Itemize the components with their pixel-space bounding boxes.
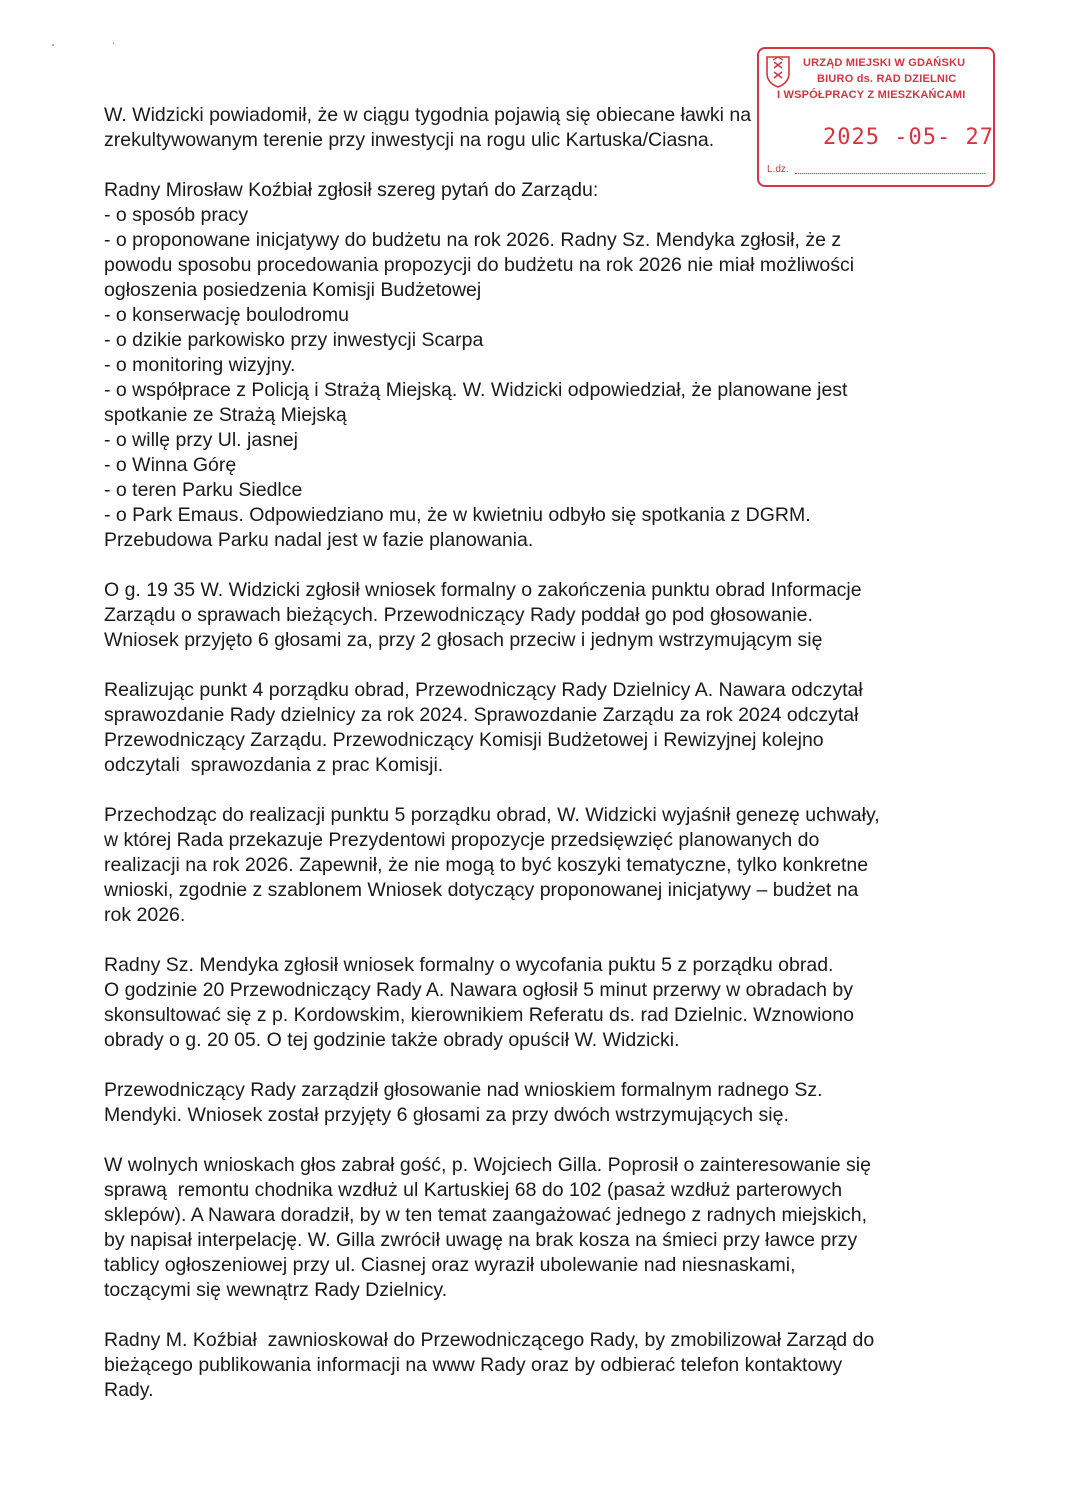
text-line: Przebudowa Parku nadal jest w fazie planowania. <box>104 529 534 551</box>
text-line: - o sposób pracy <box>104 204 249 226</box>
text-line: - o willę przy Ul. jasnej <box>104 429 298 451</box>
paragraph <box>104 1078 984 1128</box>
text-line: Wniosek przyjęto 6 głosami za, przy 2 głosach przeciw i jednym wstrzymującym się <box>104 629 823 651</box>
paragraph <box>104 103 984 153</box>
text-line: Przechodząc do realizacji punktu 5 porządku obrad, W. Widzicki wyjaśnił genezę uchwały, <box>104 804 880 826</box>
text-line: tablicy ogłoszeniowej przy ul. Ciasnej oraz wyraził ubolewanie nad niesnaskami, <box>104 1254 796 1276</box>
text-line: - o teren Parku Siedlce <box>104 479 303 501</box>
gdansk-coat-of-arms-icon <box>765 55 791 89</box>
paragraph <box>104 1328 984 1403</box>
text-line: ogłoszenia posiedzenia Komisji Budżetowej <box>104 279 482 301</box>
text-line: sprawą remontu chodnika wzdłuż ul Kartuskiej 68 do 102 (pasaż wzdłuż parterowych <box>104 1179 843 1201</box>
text-line: realizacji na rok 2026. Zapewnił, że nie mogą to być koszyki tematyczne, tylko konkretne <box>104 854 869 876</box>
text-line: Radny M. Koźbiał zawnioskował do Przewodniczącego Rady, by zmobilizował Zarząd do <box>104 1329 875 1351</box>
text-line: O godzinie 20 Przewodniczący Rady A. Nawara ogłosił 5 minut przerwy w obradach by <box>104 979 853 1001</box>
stamp-bureau-name-cont: I WSPÓŁPRACY Z MIESZKAŃCAMI <box>777 89 966 101</box>
scan-speck <box>113 42 114 45</box>
stamp-date: 2025 -05- 27 <box>823 125 994 150</box>
text-line: - o proponowane inicjatywy do budżetu na rok 2026. Radny Sz. Mendyka zgłosił, że z <box>104 229 842 251</box>
paragraph <box>104 1153 984 1303</box>
text-line: - o konserwację boulodromu <box>104 304 349 326</box>
paragraph <box>104 803 984 928</box>
text-line: Radny Sz. Mendyka zgłosił wniosek formalny o wycofania puktu 5 z porządku obrad. <box>104 954 834 976</box>
text-line: Rady. <box>104 1379 154 1401</box>
stamp-bureau-name: BIURO ds. RAD DZIELNIC <box>817 73 957 85</box>
text-line: sklepów). A Nawara doradził, by w ten temat zaangażować jednego z radnych miejskich, <box>104 1204 868 1226</box>
text-line: - o monitoring wizyjny. <box>104 354 296 376</box>
paragraph <box>104 578 984 653</box>
text-line: - o współprace z Policją i Strażą Miejską. W. Widzicki odpowiedział, że planowane jest <box>104 379 848 401</box>
text-line: by napisał interpelację. W. Gilla zwrócił uwagę na brak kosza na śmieci przy ławce przy <box>104 1229 858 1251</box>
paragraph <box>104 178 984 553</box>
document-body <box>104 103 984 1428</box>
text-line: sprawozdanie Rady dzielnicy za rok 2024. Sprawozdanie Zarządu za rok 2024 odczytał <box>104 704 859 726</box>
text-line: O g. 19 35 W. Widzicki zgłosił wniosek formalny o zakończenia punktu obrad Informacje <box>104 579 862 601</box>
text-line: - o Park Emaus. Odpowiedziano mu, że w kwietniu odbyło się spotkania z DGRM. <box>104 504 811 526</box>
text-line: Przewodniczący Rady zarządził głosowanie nad wnioskiem formalnym radnego Sz. <box>104 1079 823 1101</box>
text-line: wnioski, zgodnie z szablonem Wniosek dotyczący proponowanej inicjatywy – budżet na <box>104 879 859 901</box>
paragraph <box>104 953 984 1053</box>
text-line: w której Rada przekazuje Prezydentowi propozycje przedsięwzięć planowanych do <box>104 829 820 851</box>
text-line: - o Winna Górę <box>104 454 237 476</box>
text-line: odczytali sprawozdania z prac Komisji. <box>104 754 444 776</box>
text-line: skonsultować się z p. Kordowskim, kierownikiem Referatu ds. rad Dzielnic. Wznowiono <box>104 1004 854 1026</box>
text-line: - o dzikie parkowisko przy inwestycji Scarpa <box>104 329 484 351</box>
text-line: toczącymi się wewnątrz Rady Dzielnicy. <box>104 1279 448 1301</box>
text-line: Zarządu o sprawach bieżących. Przewodniczący Rady poddał go pod głosowanie. <box>104 604 813 626</box>
stamp-office-name: URZĄD MIEJSKI W GDAŃSKU <box>803 57 966 69</box>
text-line: Przewodniczący Zarządu. Przewodniczący Komisji Budżetowej i Rewizyjnej kolejno <box>104 729 824 751</box>
text-line: W wolnych wnioskach głos zabrał gość, p. Wojciech Gilla. Poprosił o zainteresowanie się <box>104 1154 871 1176</box>
stamp-ldz-label: L.dz. <box>767 164 789 175</box>
text-line: Mendyki. Wniosek został przyjęty 6 głosami za przy dwóch wstrzymujących się. <box>104 1104 789 1126</box>
text-line: obrady o g. 20 05. O tej godzinie także obrady opuścił W. Widzicki. <box>104 1029 680 1051</box>
text-line: zrekultywowanym terenie przy inwestycji na rogu ulic Kartuska/Ciasna. <box>104 129 715 151</box>
text-line: spotkanie ze Strażą Miejską <box>104 404 347 426</box>
text-line: powodu sposobu procedowania propozycji do budżetu na rok 2026 nie miał możliwości <box>104 254 855 276</box>
scan-speck <box>52 44 54 46</box>
text-line: Radny Mirosław Koźbiał zgłosił szereg pytań do Zarządu: <box>104 179 599 201</box>
text-line: W. Widzicki powiadomił, że w ciągu tygodnia pojawią się obiecane ławki na <box>104 104 752 126</box>
text-line: Realizując punkt 4 porządku obrad, Przewodniczący Rady Dzielnicy A. Nawara odczytał <box>104 679 863 701</box>
text-line: rok 2026. <box>104 904 186 926</box>
text-line: bieżącego publikowania informacji na www Rady oraz by odbierać telefon kontaktowy <box>104 1354 843 1376</box>
paragraph <box>104 678 984 778</box>
